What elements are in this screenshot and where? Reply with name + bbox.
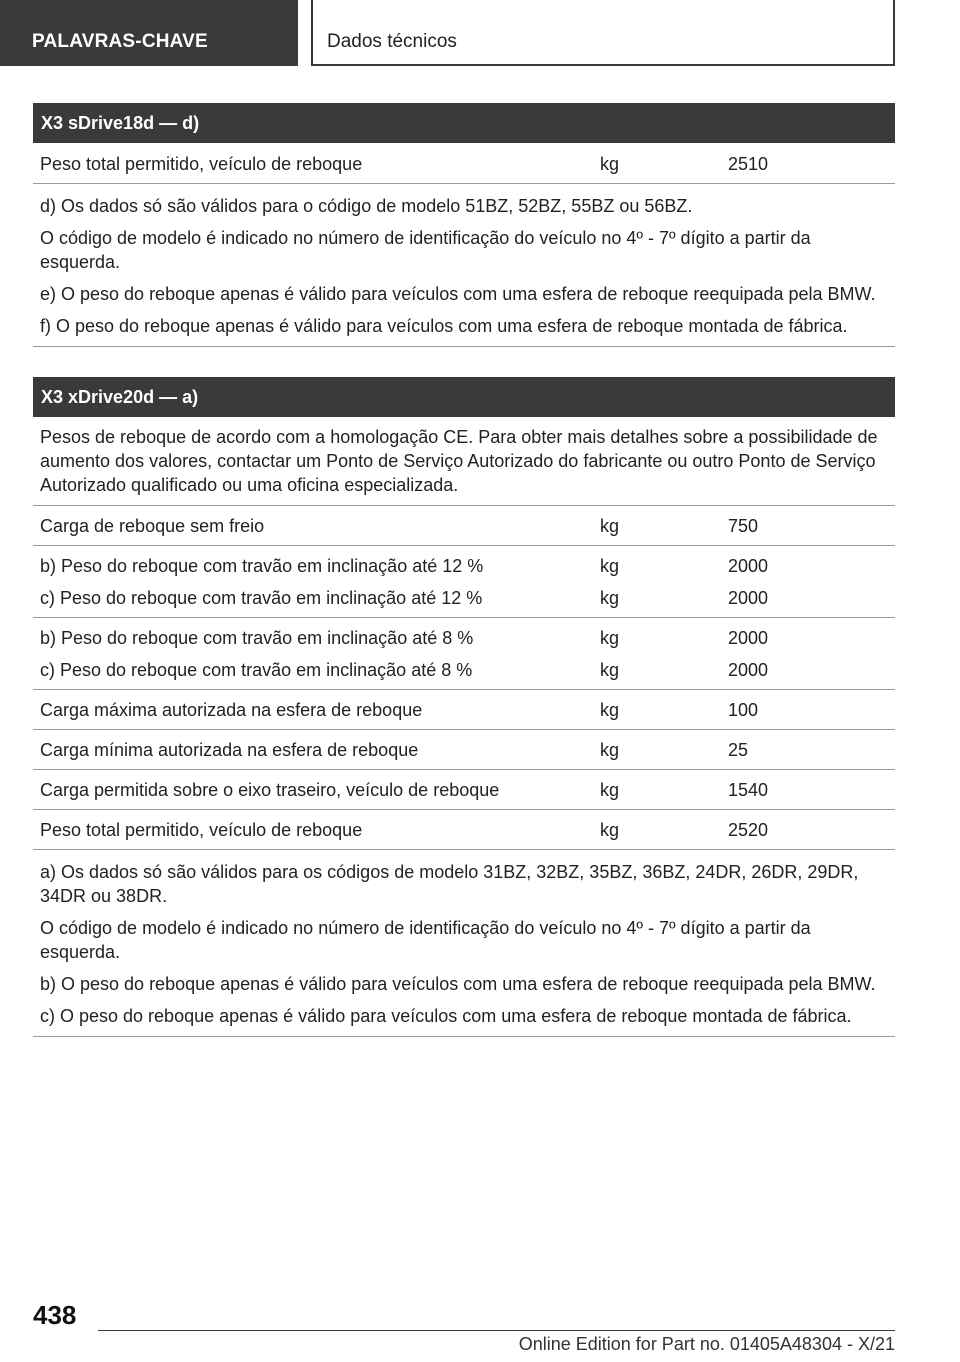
row-unit: kg	[600, 820, 620, 840]
row-unit: kg	[600, 556, 620, 576]
footnote: b) O peso do reboque apenas é válido para veículos com uma esfera de reboque reequipada pela BMW.	[40, 974, 876, 994]
table-row	[33, 546, 895, 618]
footnote: c) O peso do reboque apenas é válido para veículos com uma esfera de reboque montada de fábrica.	[40, 1006, 852, 1026]
row-unit: kg	[600, 660, 620, 680]
section-x3-xdrive20d	[33, 377, 895, 1037]
row-unit: kg	[600, 740, 620, 760]
row-unit: kg	[600, 154, 620, 174]
row-label: Peso total permitido, veículo de reboque	[40, 154, 363, 174]
row-label: Carga de reboque sem freio	[40, 516, 265, 536]
content-area	[33, 103, 895, 1037]
page-number: 438	[33, 1300, 77, 1330]
row-label: Carga máxima autorizada na esfera de reboque	[40, 700, 423, 720]
footnote: O código de modelo é indicado no número de identificação do veículo no 4º - 7º dígito a partir da esquerda.	[40, 228, 811, 272]
table-row	[33, 730, 895, 770]
row-unit: kg	[600, 700, 620, 720]
row-label: b) Peso do reboque com travão em inclinação até 12 %	[40, 556, 484, 576]
row-label: b) Peso do reboque com travão em inclinação até 8 %	[40, 628, 474, 648]
footnotes	[33, 850, 895, 1037]
edition-text: Online Edition for Part no. 01405A48304 - X/21	[518, 1334, 895, 1354]
row-value: 2510	[728, 154, 769, 174]
section-heading: X3 sDrive18d — d)	[33, 103, 895, 143]
row-value: 2000	[728, 588, 769, 608]
row-unit: kg	[600, 588, 620, 608]
keywords-tab[interactable]: PALAVRAS-CHAVE	[0, 0, 298, 66]
section-x3-sdrive18d	[33, 103, 895, 347]
row-value: 1540	[728, 780, 769, 800]
footnotes	[33, 184, 895, 347]
table-row	[33, 810, 895, 850]
table-row	[33, 143, 895, 184]
footnote: O código de modelo é indicado no número de identificação do veículo no 4º - 7º dígito a partir da esquerda.	[40, 918, 811, 962]
row-value: 2000	[728, 660, 769, 680]
row-value: 2000	[728, 628, 769, 648]
section-intro	[33, 417, 895, 506]
footer-divider	[98, 1330, 895, 1331]
row-label: c) Peso do reboque com travão em inclinação até 12 %	[40, 588, 483, 608]
row-label: Peso total permitido, veículo de reboque	[40, 820, 363, 840]
row-label: c) Peso do reboque com travão em inclinação até 8 %	[40, 660, 473, 680]
row-unit: kg	[600, 516, 620, 536]
table-row	[33, 618, 895, 690]
row-value: 25	[728, 740, 749, 760]
row-unit: kg	[600, 628, 620, 648]
row-unit: kg	[600, 780, 620, 800]
row-label: Carga permitida sobre o eixo traseiro, veículo de reboque	[40, 780, 500, 800]
table-row	[33, 506, 895, 546]
row-label: Carga mínima autorizada na esfera de reboque	[40, 740, 419, 760]
footnote: e) O peso do reboque apenas é válido para veículos com uma esfera de reboque reequipada pela BMW.	[40, 284, 876, 304]
footnote: f) O peso do reboque apenas é válido para veículos com uma esfera de reboque montada de fábrica.	[40, 316, 848, 336]
footnote: a) Os dados só são válidos para os códigos de modelo 31BZ, 32BZ, 35BZ, 36BZ, 24DR, 26DR, 29DR, 34DR ou 38DR.	[40, 862, 859, 906]
footnote: d) Os dados só são válidos para o código de modelo 51BZ, 52BZ, 55BZ ou 56BZ.	[40, 196, 693, 216]
row-value: 100	[728, 700, 759, 720]
row-value: 2520	[728, 820, 769, 840]
table-row	[33, 690, 895, 730]
table-row	[33, 770, 895, 810]
intro-text: Pesos de reboque de acordo com a homologação CE. Para obter mais detalhes sobre a possibilidade de aumento dos valores, contactar um Ponto de Serviço Autorizado do fabricante ou outro Ponto de Serviço Autorizado qualificado ou uma oficina especializada.	[40, 427, 878, 495]
section-heading: X3 xDrive20d — a)	[33, 377, 895, 417]
section-title-tab[interactable]: Dados técnicos	[311, 0, 895, 66]
row-value: 2000	[728, 556, 769, 576]
row-value: 750	[728, 516, 759, 536]
